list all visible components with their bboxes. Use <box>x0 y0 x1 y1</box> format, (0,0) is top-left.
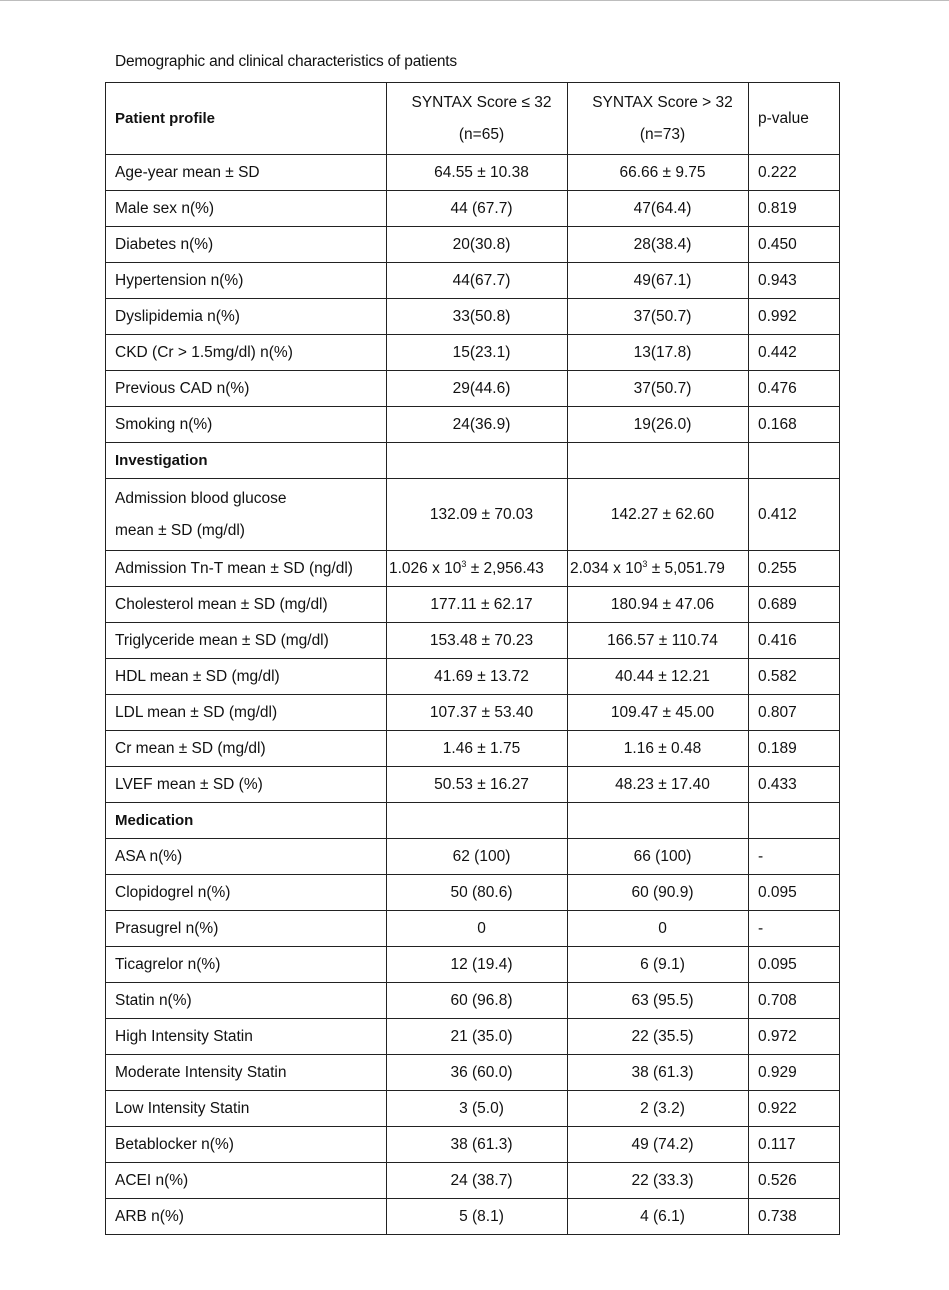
section-medication-label: Medication <box>106 803 387 839</box>
value-syntax-high: 22 (33.3) <box>568 1163 749 1199</box>
row-label: Statin n(%) <box>106 983 387 1019</box>
value-syntax-high: 37(50.7) <box>568 299 749 335</box>
table-row <box>106 1091 840 1127</box>
row-label: Hypertension n(%) <box>106 263 387 299</box>
p-value: 0.708 <box>749 983 840 1019</box>
p-value: 0.189 <box>749 731 840 767</box>
value-syntax-high: 1.16 ± 0.48 <box>568 731 749 767</box>
table-row <box>106 623 840 659</box>
value-syntax-low: 15(23.1) <box>387 335 568 371</box>
row-label: ACEI n(%) <box>106 1163 387 1199</box>
value-syntax-low: 0 <box>387 911 568 947</box>
value-syntax-high: 13(17.8) <box>568 335 749 371</box>
header-syntax-high-title: SYNTAX Score > 32 <box>592 93 733 111</box>
value-syntax-high: 66 (100) <box>568 839 749 875</box>
table-row <box>106 1019 840 1055</box>
value-syntax-high: 2 (3.2) <box>568 1091 749 1127</box>
p-value: 0.095 <box>749 875 840 911</box>
empty-cell <box>568 443 749 479</box>
table-row <box>106 263 840 299</box>
table-row <box>106 155 840 191</box>
value-syntax-low: 41.69 ± 13.72 <box>387 659 568 695</box>
value-syntax-low: 64.55 ± 10.38 <box>387 155 568 191</box>
empty-cell <box>749 803 840 839</box>
section-investigation-label: Investigation <box>106 443 387 479</box>
table-row <box>106 1199 840 1235</box>
p-value: 0.476 <box>749 371 840 407</box>
value-syntax-low: 50 (80.6) <box>387 875 568 911</box>
value-syntax-high <box>568 551 749 587</box>
row-label: Betablocker n(%) <box>106 1127 387 1163</box>
table-row <box>106 659 840 695</box>
row-label: Cr mean ± SD (mg/dl) <box>106 731 387 767</box>
p-value: 0.922 <box>749 1091 840 1127</box>
value-syntax-high: 66.66 ± 9.75 <box>568 155 749 191</box>
section-medication <box>106 803 840 839</box>
p-value: 0.929 <box>749 1055 840 1091</box>
empty-cell <box>749 443 840 479</box>
row-label: LVEF mean ± SD (%) <box>106 767 387 803</box>
value-syntax-low: 33(50.8) <box>387 299 568 335</box>
value-syntax-low: 29(44.6) <box>387 371 568 407</box>
header-syntax-low-title: SYNTAX Score ≤ 32 <box>411 93 552 111</box>
row-label: Clopidogrel n(%) <box>106 875 387 911</box>
p-value: 0.807 <box>749 695 840 731</box>
value-syntax-low: 60 (96.8) <box>387 983 568 1019</box>
value-syntax-low: 153.48 ± 70.23 <box>387 623 568 659</box>
tnt-low-sd: ± 2,956.43 <box>466 559 544 577</box>
p-value: 0.819 <box>749 191 840 227</box>
header-syntax-low-n: (n=65) <box>458 125 505 143</box>
value-syntax-high: 4 (6.1) <box>568 1199 749 1235</box>
header-row <box>106 83 840 155</box>
header-syntax-high-n: (n=73) <box>639 125 686 143</box>
row-label: Male sex n(%) <box>106 191 387 227</box>
empty-cell <box>568 803 749 839</box>
p-value: 0.095 <box>749 947 840 983</box>
tnt-low-exponent: 3 <box>461 558 467 569</box>
tnt-high-mantissa: 2.034 x 10 <box>570 559 643 577</box>
empty-cell <box>387 803 568 839</box>
table-row <box>106 191 840 227</box>
value-syntax-high: 180.94 ± 47.06 <box>568 587 749 623</box>
table-row <box>106 947 840 983</box>
table-row <box>106 1127 840 1163</box>
row-label: Smoking n(%) <box>106 407 387 443</box>
tnt-low-mantissa: 1.026 x 10 <box>389 559 462 577</box>
table-row <box>106 299 840 335</box>
value-syntax-low: 132.09 ± 70.03 <box>387 479 568 551</box>
value-syntax-high: 49(67.1) <box>568 263 749 299</box>
tnt-high-exponent: 3 <box>642 558 648 569</box>
value-syntax-high: 19(26.0) <box>568 407 749 443</box>
value-syntax-high: 63 (95.5) <box>568 983 749 1019</box>
p-value: 0.992 <box>749 299 840 335</box>
row-label: ASA n(%) <box>106 839 387 875</box>
value-syntax-high: 48.23 ± 17.40 <box>568 767 749 803</box>
table-row <box>106 335 840 371</box>
row-label: Dyslipidemia n(%) <box>106 299 387 335</box>
value-syntax-low: 5 (8.1) <box>387 1199 568 1235</box>
p-value: - <box>749 911 840 947</box>
p-value: 0.442 <box>749 335 840 371</box>
header-syntax-high <box>568 83 749 155</box>
row-label: HDL mean ± SD (mg/dl) <box>106 659 387 695</box>
table-row <box>106 587 840 623</box>
row-label: Previous CAD n(%) <box>106 371 387 407</box>
table-row <box>106 731 840 767</box>
p-value: - <box>749 839 840 875</box>
p-value: 0.689 <box>749 587 840 623</box>
p-value: 0.255 <box>749 551 840 587</box>
row-label: Prasugrel n(%) <box>106 911 387 947</box>
tnt-high-sd: ± 5,051.79 <box>647 559 725 577</box>
value-syntax-high: 6 (9.1) <box>568 947 749 983</box>
row-label: Age-year mean ± SD <box>106 155 387 191</box>
table-row <box>106 407 840 443</box>
value-syntax-low: 38 (61.3) <box>387 1127 568 1163</box>
row-label: Diabetes n(%) <box>106 227 387 263</box>
row-label: Moderate Intensity Statin <box>106 1055 387 1091</box>
value-syntax-high: 60 (90.9) <box>568 875 749 911</box>
value-syntax-low: 1.46 ± 1.75 <box>387 731 568 767</box>
value-syntax-low: 3 (5.0) <box>387 1091 568 1127</box>
p-value: 0.117 <box>749 1127 840 1163</box>
value-syntax-high: 38 (61.3) <box>568 1055 749 1091</box>
table-row <box>106 695 840 731</box>
value-syntax-low: 50.53 ± 16.27 <box>387 767 568 803</box>
row-label: Ticagrelor n(%) <box>106 947 387 983</box>
row-label: Cholesterol mean ± SD (mg/dl) <box>106 587 387 623</box>
p-value: 0.416 <box>749 623 840 659</box>
row-label: High Intensity Statin <box>106 1019 387 1055</box>
row-label: Low Intensity Statin <box>106 1091 387 1127</box>
value-syntax-high: 37(50.7) <box>568 371 749 407</box>
table-row-tnt <box>106 551 840 587</box>
value-syntax-low: 20(30.8) <box>387 227 568 263</box>
row-label: CKD (Cr > 1.5mg/dl) n(%) <box>106 335 387 371</box>
characteristics-table <box>105 82 840 1235</box>
value-syntax-high: 49 (74.2) <box>568 1127 749 1163</box>
value-syntax-low: 44 (67.7) <box>387 191 568 227</box>
table-row <box>106 371 840 407</box>
table-row-glucose <box>106 479 840 551</box>
value-syntax-low: 24 (38.7) <box>387 1163 568 1199</box>
value-syntax-high: 28(38.4) <box>568 227 749 263</box>
value-syntax-high: 142.27 ± 62.60 <box>568 479 749 551</box>
table-row <box>106 1055 840 1091</box>
table-row <box>106 1163 840 1199</box>
row-label: Triglyceride mean ± SD (mg/dl) <box>106 623 387 659</box>
value-syntax-high: 109.47 ± 45.00 <box>568 695 749 731</box>
row-label: ARB n(%) <box>106 1199 387 1235</box>
glucose-label-line2: mean ± SD (mg/dl) <box>115 521 245 539</box>
header-syntax-low <box>387 83 568 155</box>
value-syntax-high: 40.44 ± 12.21 <box>568 659 749 695</box>
header-p-value: p-value <box>749 83 840 155</box>
table-row <box>106 875 840 911</box>
p-value: 0.582 <box>749 659 840 695</box>
table-row <box>106 767 840 803</box>
header-patient-profile: Patient profile <box>106 83 387 155</box>
p-value: 0.943 <box>749 263 840 299</box>
value-syntax-high: 22 (35.5) <box>568 1019 749 1055</box>
table-row <box>106 983 840 1019</box>
value-syntax-high: 166.57 ± 110.74 <box>568 623 749 659</box>
p-value: 0.972 <box>749 1019 840 1055</box>
value-syntax-low: 12 (19.4) <box>387 947 568 983</box>
section-investigation <box>106 443 840 479</box>
table-caption: Demographic and clinical characteristics of patients <box>115 53 457 70</box>
page-top-border <box>0 0 949 1</box>
table-row <box>106 839 840 875</box>
value-syntax-low: 44(67.7) <box>387 263 568 299</box>
value-syntax-low <box>387 551 568 587</box>
glucose-label-line1: Admission blood glucose <box>115 489 287 507</box>
value-syntax-high: 47(64.4) <box>568 191 749 227</box>
p-value: 0.738 <box>749 1199 840 1235</box>
row-label: LDL mean ± SD (mg/dl) <box>106 695 387 731</box>
value-syntax-low: 24(36.9) <box>387 407 568 443</box>
table-row <box>106 911 840 947</box>
p-value: 0.168 <box>749 407 840 443</box>
p-value: 0.526 <box>749 1163 840 1199</box>
value-syntax-low: 177.11 ± 62.17 <box>387 587 568 623</box>
empty-cell <box>387 443 568 479</box>
value-syntax-low: 36 (60.0) <box>387 1055 568 1091</box>
table-row <box>106 227 840 263</box>
p-value: 0.222 <box>749 155 840 191</box>
value-syntax-high: 0 <box>568 911 749 947</box>
p-value: 0.412 <box>749 479 840 551</box>
value-syntax-low: 107.37 ± 53.40 <box>387 695 568 731</box>
p-value: 0.433 <box>749 767 840 803</box>
row-label-glucose <box>106 479 387 551</box>
row-label-tnt: Admission Tn-T mean ± SD (ng/dl) <box>106 551 387 587</box>
value-syntax-low: 21 (35.0) <box>387 1019 568 1055</box>
value-syntax-low: 62 (100) <box>387 839 568 875</box>
p-value: 0.450 <box>749 227 840 263</box>
